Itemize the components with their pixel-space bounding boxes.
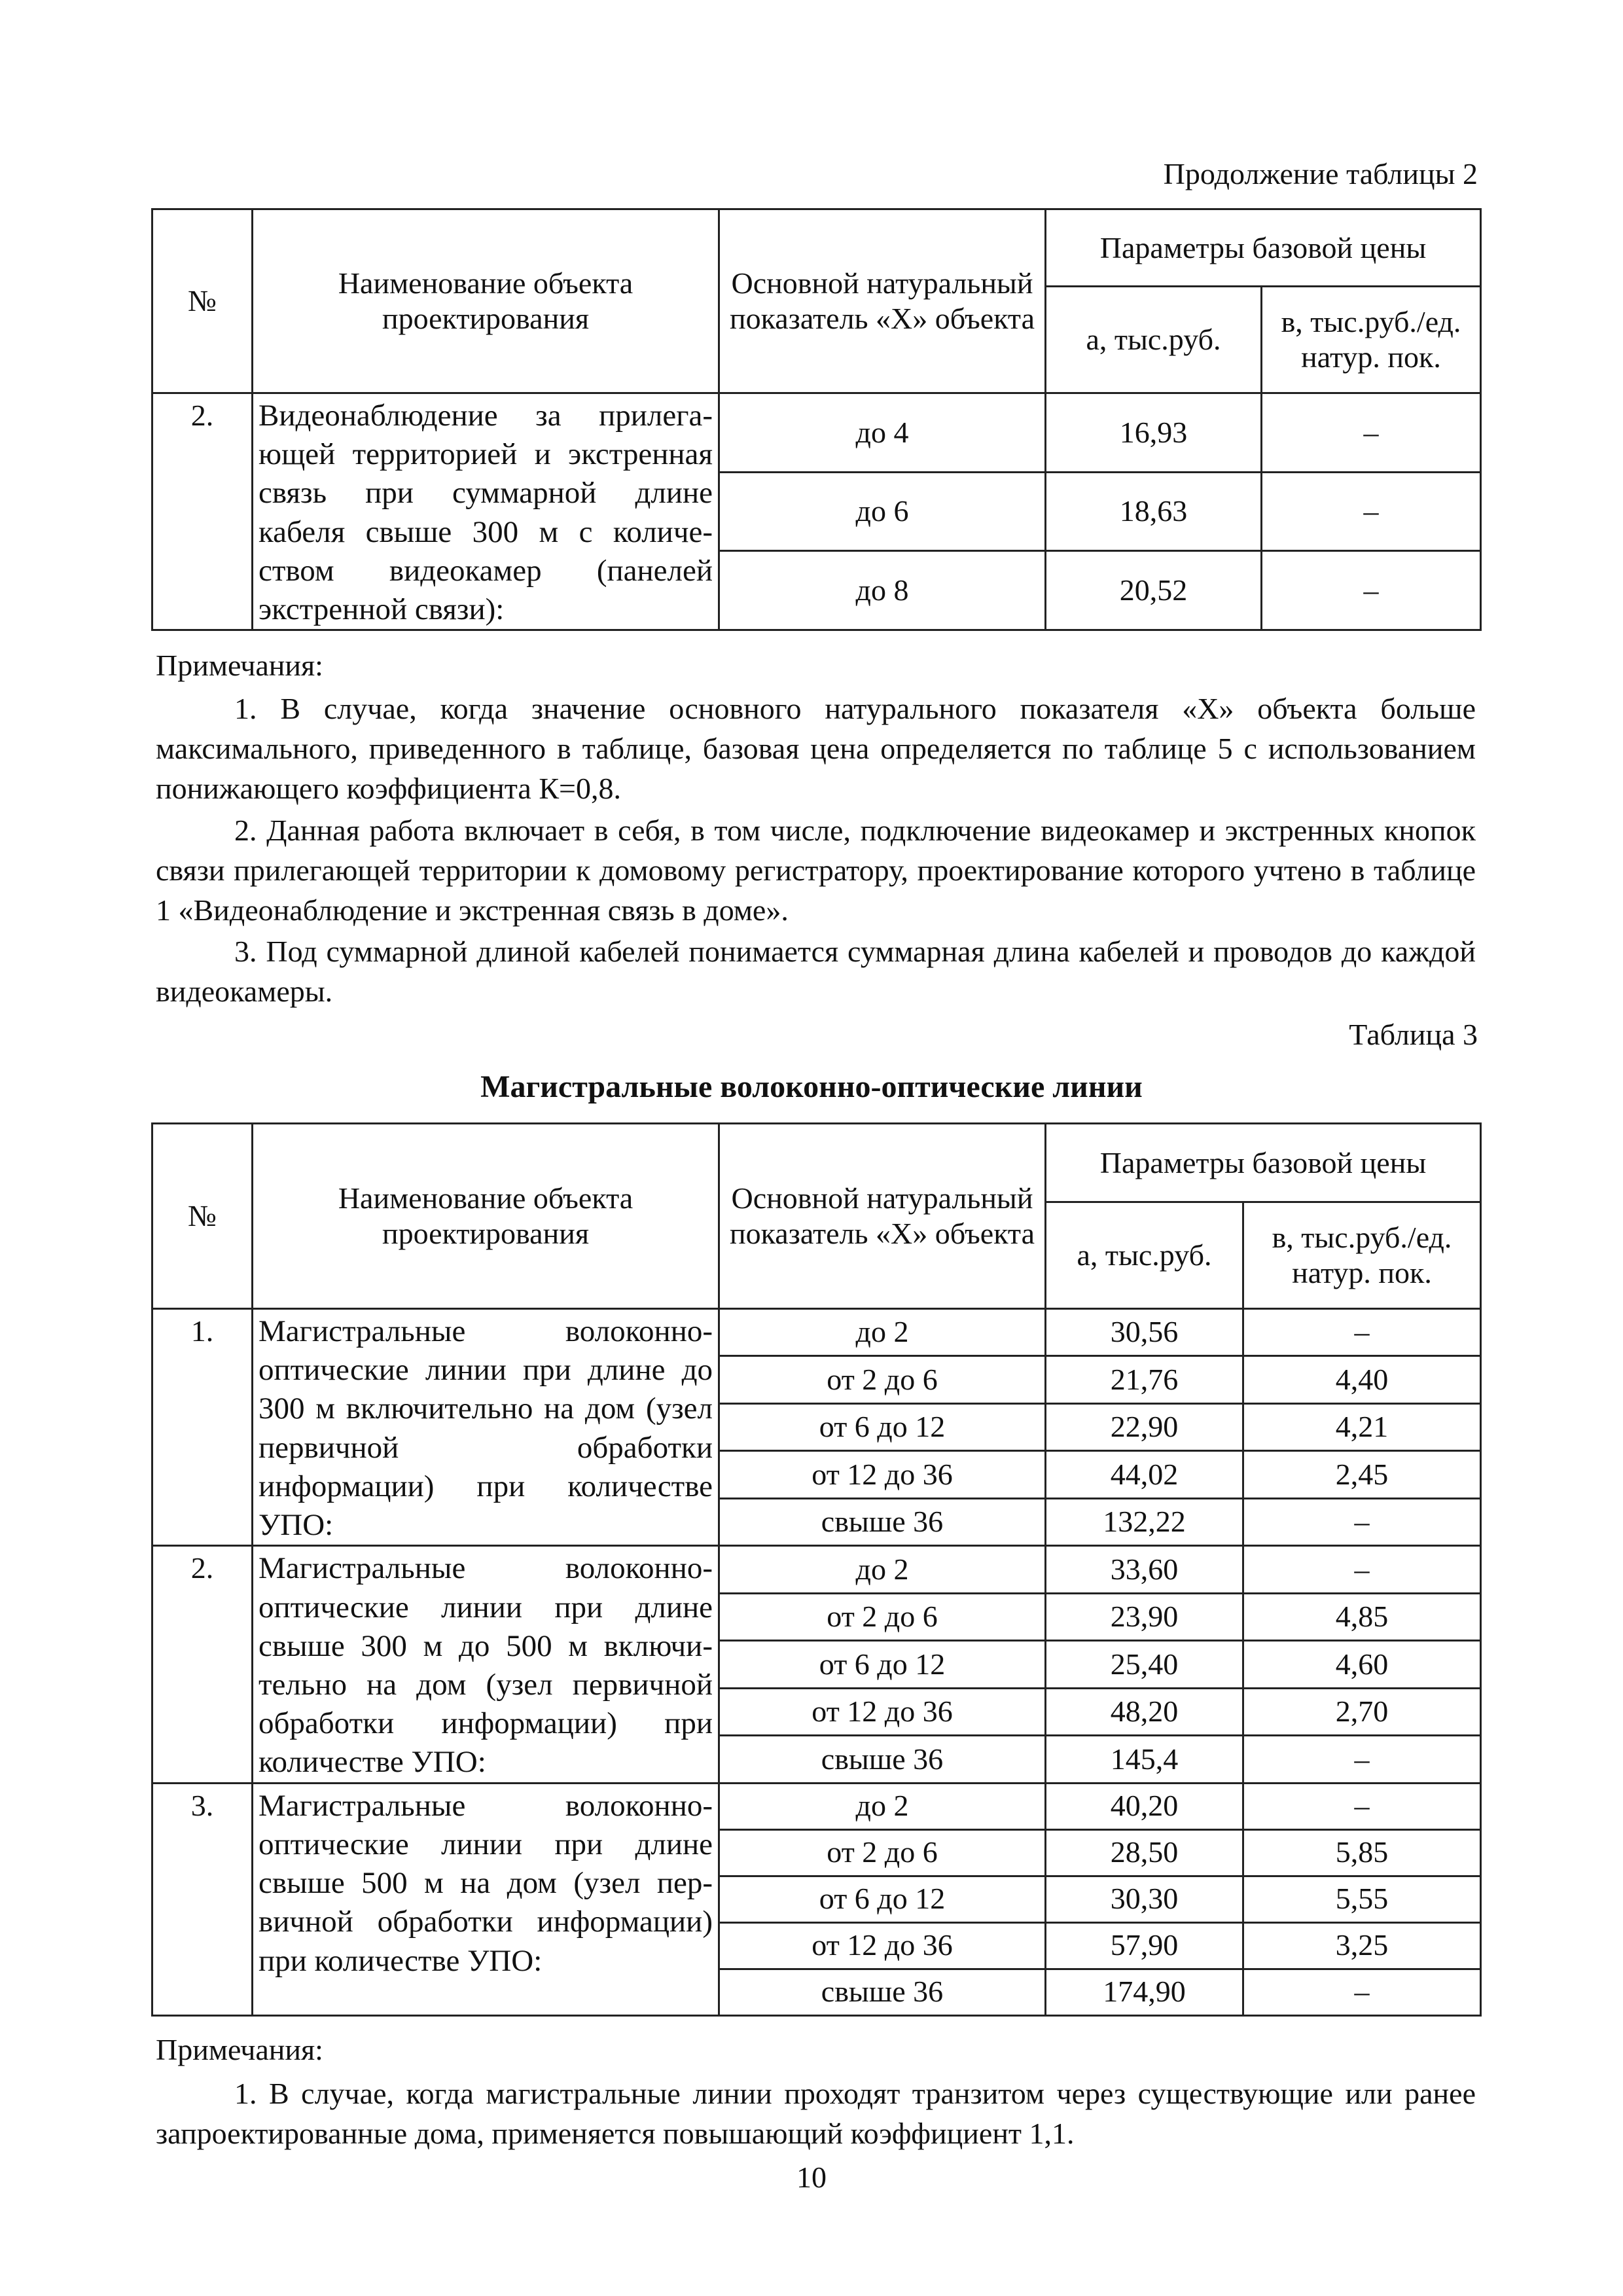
table-cell-b: 5,55 <box>1243 1876 1481 1922</box>
table2-row-name: Видеонаблюдение за прилегающей территорией и экстренная связь при суммарной длине кабеля свыше 300 м с количеством видеокамер (панелей экстренной связи): <box>253 393 719 630</box>
table-cell-a: 28,50 <box>1046 1829 1243 1876</box>
table-cell-x: от 2 до 6 <box>719 1356 1046 1403</box>
table3-title: Магистральные волоконно-оптические линии <box>480 1069 1143 1104</box>
table-cell-a: 20,52 <box>1046 551 1262 630</box>
table-cell-b: 4,40 <box>1243 1356 1481 1403</box>
note-paragraph: 2. Данная работа включает в себя, в том числе, подключение видеокамер и экстренных кнопок связи прилегающей территории к домовому регистратору, проектирование которого учтено в таблице 1 «Видеонаблюдение и экстренная связь в доме». <box>156 814 1476 927</box>
table-cell-x: свыше 36 <box>719 1969 1046 2015</box>
table-cell-a: 25,40 <box>1046 1641 1243 1688</box>
table3-group1-num: 1. <box>152 1309 253 1546</box>
table-cell-b: – <box>1243 1736 1481 1784</box>
table-cell-a: 44,02 <box>1046 1451 1243 1498</box>
table-cell-x: от 2 до 6 <box>719 1593 1046 1640</box>
table3-caption: Таблица 3 <box>1349 1018 1478 1051</box>
table3 <box>151 1122 1482 2017</box>
table2 <box>151 208 1482 631</box>
table-cell-a: 30,30 <box>1046 1876 1243 1922</box>
note-paragraph: 3. Под суммарной длиной кабелей понимается суммарная длина кабелей и проводов до каждой видеокамеры. <box>156 935 1476 1008</box>
table-cell-b: – <box>1262 393 1481 473</box>
table-cell-a: 18,63 <box>1046 473 1262 551</box>
table-cell-b: 4,85 <box>1243 1593 1481 1640</box>
notes1-heading: Примечания: <box>156 649 323 682</box>
table-cell-a: 145,4 <box>1046 1736 1243 1784</box>
table-cell-b: – <box>1243 1783 1481 1829</box>
table-cell-x: от 12 до 36 <box>719 1451 1046 1498</box>
table-cell-x: от 2 до 6 <box>719 1829 1046 1876</box>
page-number: 10 <box>796 2161 827 2194</box>
note-paragraph: 1. В случае, когда значение основного натурального показателя «Х» объекта больше максимального, приведенного в таблице, базовая цена определяется по таблице 5 с использованием понижающего коэффициента К=0,8. <box>156 692 1476 805</box>
table3-header-b: в, тыс.руб./ед. натур. пок. <box>1243 1202 1481 1309</box>
table-cell-b: 5,85 <box>1243 1829 1481 1876</box>
table-cell-a: 40,20 <box>1046 1783 1243 1829</box>
table2-header-num: № <box>152 209 253 393</box>
table3-group1-name: Магистральные волоконно-оптические линии при длине до 300 м включительно на дом (узел первичной обработки информации) при количестве УПО: <box>253 1309 719 1546</box>
table-cell-b: 4,21 <box>1243 1403 1481 1450</box>
table-cell-x: от 6 до 12 <box>719 1641 1046 1688</box>
table-cell-x: до 2 <box>719 1309 1046 1356</box>
table-cell-b: – <box>1262 551 1481 630</box>
table-cell-x: до 4 <box>719 393 1046 473</box>
table2-header-indicator: Основной натуральный показатель «Х» объекта <box>719 209 1046 393</box>
table-cell-b: 3,25 <box>1243 1922 1481 1969</box>
table3-group2-name: Магистральные волоконно-оптические линии при длине свыше 300 м до 500 м включительно на дом (узел первичной обработки информации) при количестве УПО: <box>253 1546 719 1783</box>
table-cell-x: свыше 36 <box>719 1736 1046 1784</box>
table3-header-num: № <box>152 1124 253 1309</box>
table-cell-a: 21,76 <box>1046 1356 1243 1403</box>
table-cell-b: 4,60 <box>1243 1641 1481 1688</box>
table-cell-b: 2,70 <box>1243 1688 1481 1735</box>
table3-header-name: Наименование объекта проектирования <box>253 1124 719 1309</box>
table-cell-a: 174,90 <box>1046 1969 1243 2015</box>
table-cell-a: 57,90 <box>1046 1922 1243 1969</box>
table-cell-b: – <box>1243 1498 1481 1546</box>
note-paragraph: 1. В случае, когда магистральные линии проходят транзитом через существующие или ранее запроектированные дома, применяется повышающий коэффициент 1,1. <box>156 2077 1476 2150</box>
table-cell-b: – <box>1243 1546 1481 1593</box>
table3-header-params: Параметры базовой цены <box>1046 1124 1481 1202</box>
table-cell-a: 33,60 <box>1046 1546 1243 1593</box>
table-cell-a: 48,20 <box>1046 1688 1243 1735</box>
table3-group3-num: 3. <box>152 1783 253 2015</box>
notes2-heading: Примечания: <box>156 2033 323 2066</box>
table3-group3-name: Магистральные волоконно-оптические линии при длине свыше 500 м на дом (узел первичной обработки информации) при количестве УПО: <box>253 1783 719 2015</box>
table-cell-x: до 2 <box>719 1783 1046 1829</box>
table2-row-num: 2. <box>152 393 253 630</box>
table2-header-a: а, тыс.руб. <box>1046 287 1262 393</box>
table-cell-a: 16,93 <box>1046 393 1262 473</box>
table3-group2-num: 2. <box>152 1546 253 1783</box>
table-cell-x: от 6 до 12 <box>719 1403 1046 1450</box>
table-cell-a: 22,90 <box>1046 1403 1243 1450</box>
table-cell-x: до 2 <box>719 1546 1046 1593</box>
table-cell-x: от 6 до 12 <box>719 1876 1046 1922</box>
table-cell-b: 2,45 <box>1243 1451 1481 1498</box>
table-cell-a: 23,90 <box>1046 1593 1243 1640</box>
table3-header-indicator: Основной натуральный показатель «Х» объекта <box>719 1124 1046 1309</box>
table-cell-x: от 12 до 36 <box>719 1688 1046 1735</box>
table-cell-b: – <box>1243 1969 1481 2015</box>
table-cell-b: – <box>1262 473 1481 551</box>
table-cell-x: свыше 36 <box>719 1498 1046 1546</box>
table-cell-x: от 12 до 36 <box>719 1922 1046 1969</box>
table-cell-a: 30,56 <box>1046 1309 1243 1356</box>
table2-caption: Продолжение таблицы 2 <box>1163 157 1478 190</box>
table-cell-x: до 8 <box>719 551 1046 630</box>
table2-header-name: Наименование объекта проектирования <box>253 209 719 393</box>
table2-header-b: в, тыс.руб./ед. натур. пок. <box>1262 287 1481 393</box>
table-cell-b: – <box>1243 1309 1481 1356</box>
table-cell-a: 132,22 <box>1046 1498 1243 1546</box>
table3-header-a: а, тыс.руб. <box>1046 1202 1243 1309</box>
table2-header-params: Параметры базовой цены <box>1046 209 1481 287</box>
table-cell-x: до 6 <box>719 473 1046 551</box>
